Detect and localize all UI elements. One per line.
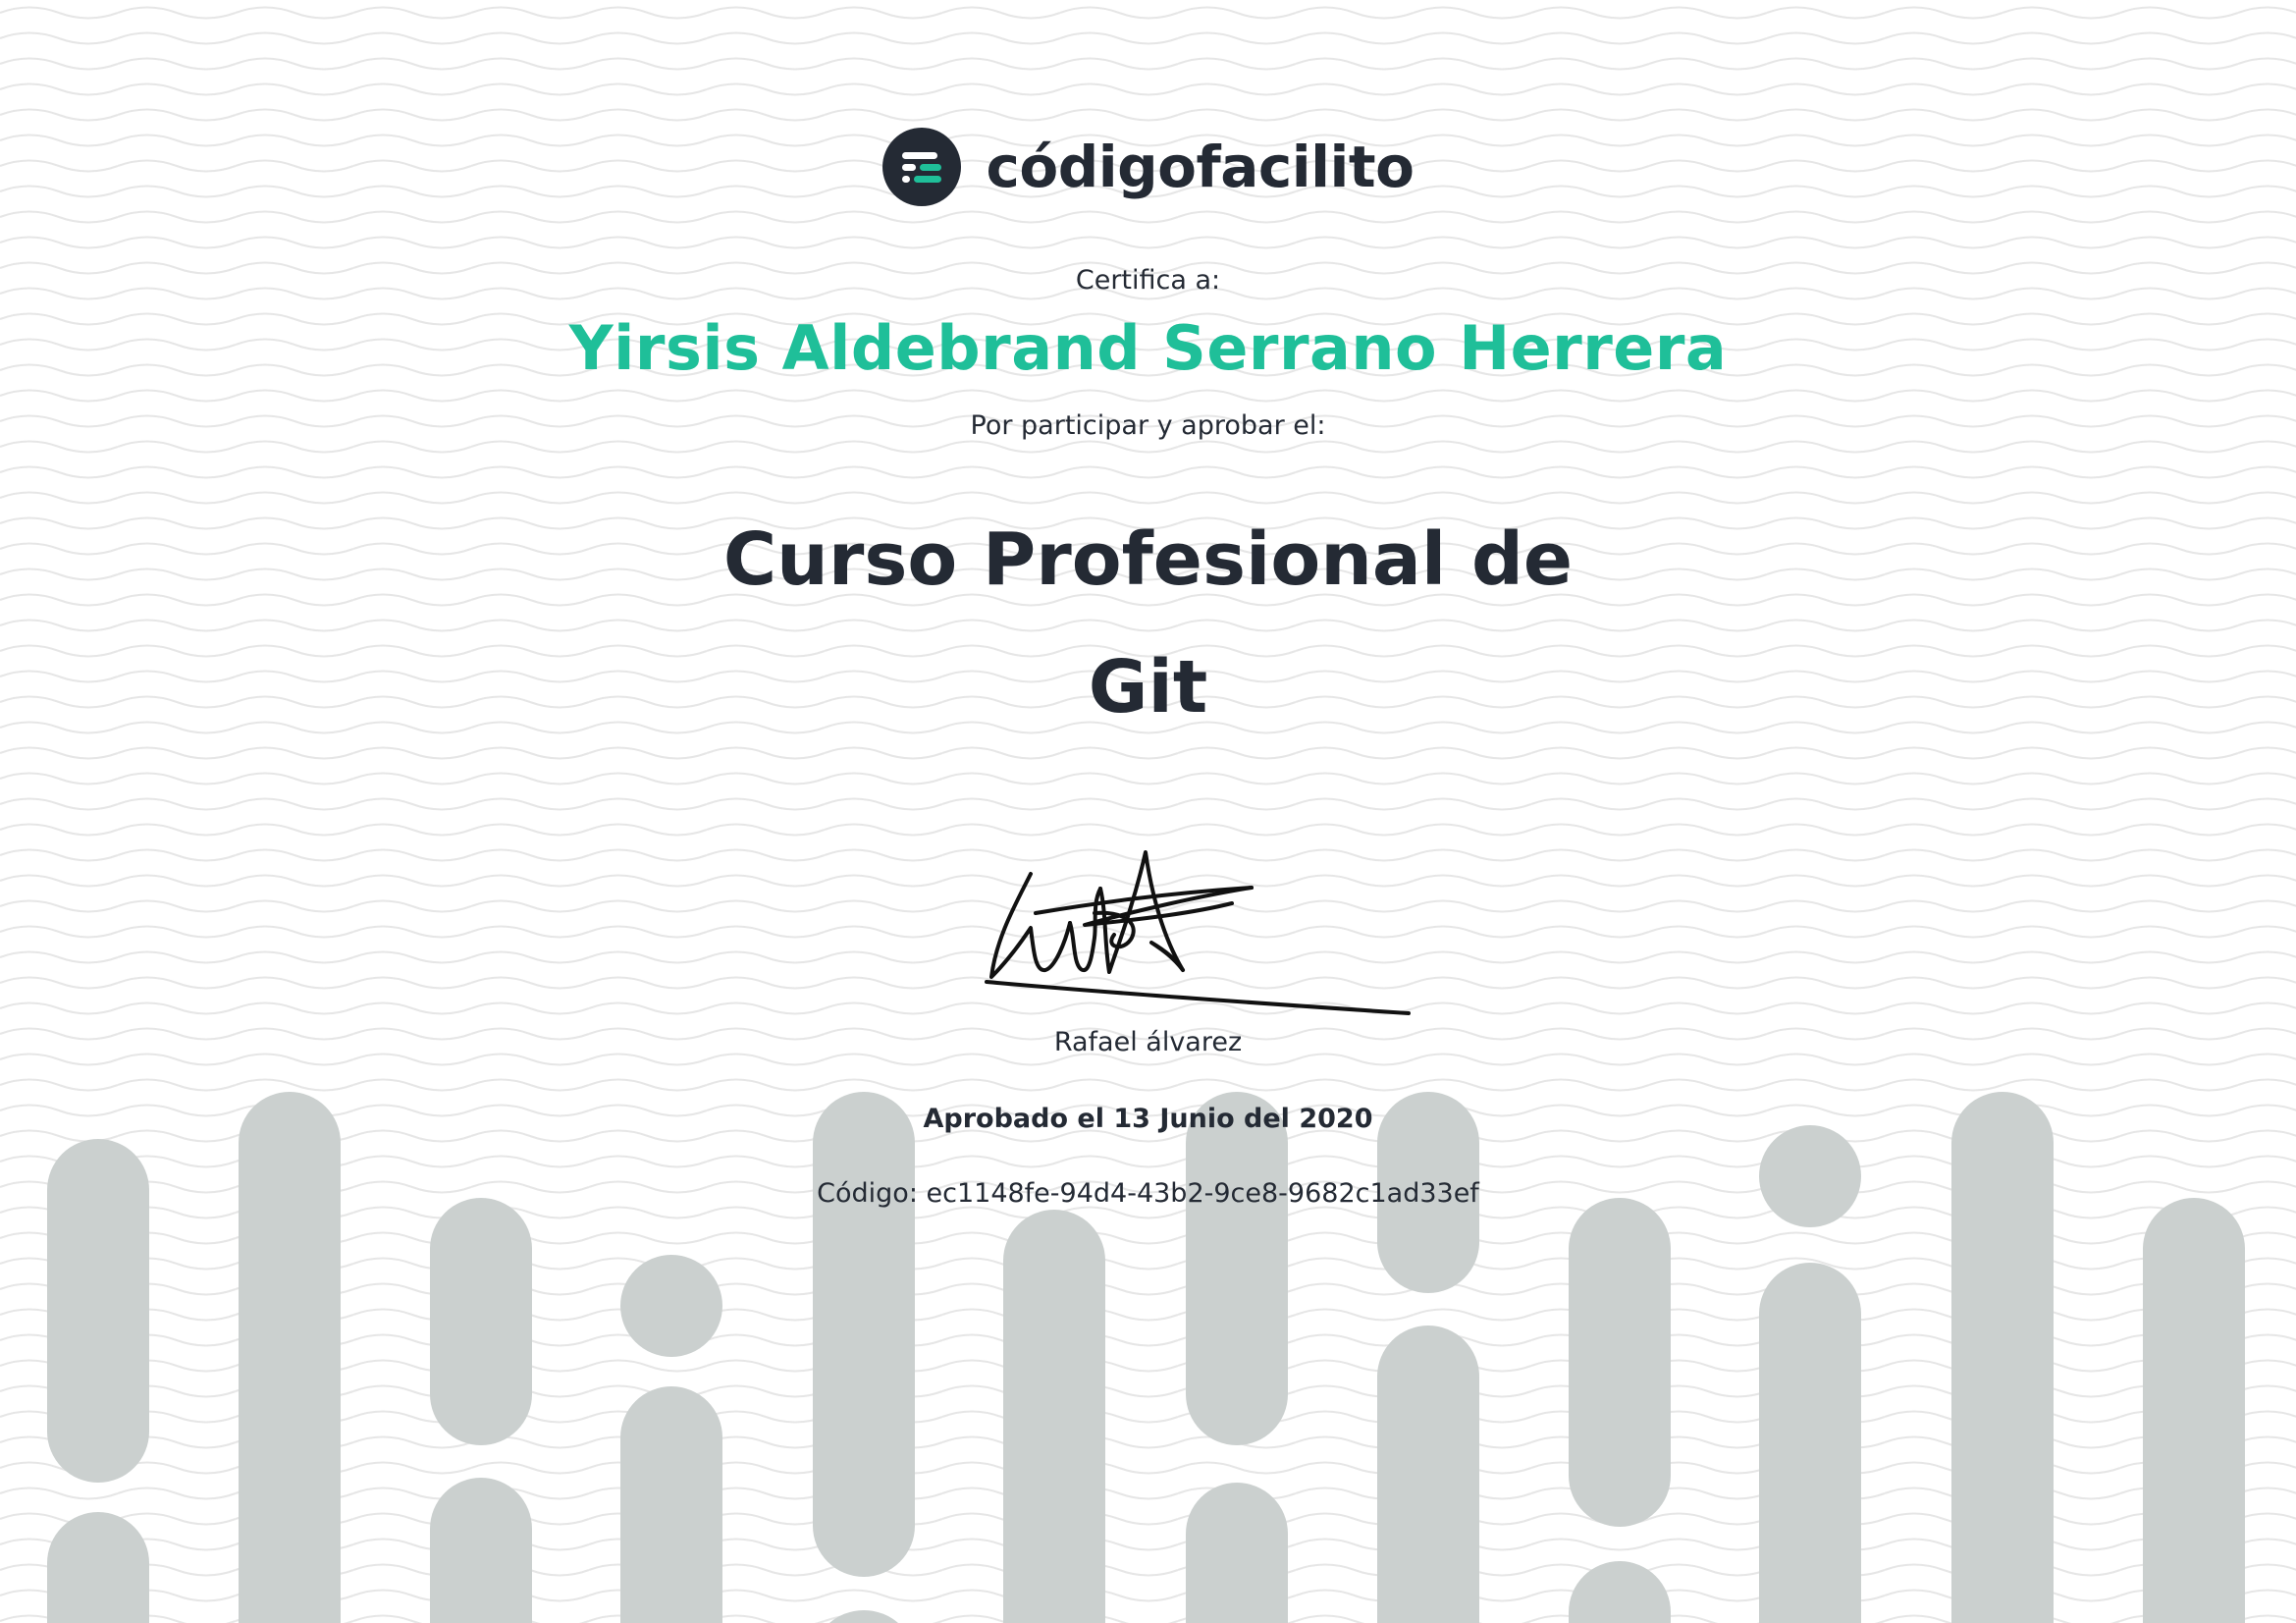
handwritten-signature (977, 844, 1418, 1021)
signer-name: Rafael álvarez (1053, 1027, 1243, 1057)
student-name: Yirsis Aldebrand Serrano Herrera (568, 312, 1728, 384)
approval-date: Aprobado el 13 Junio del 2020 (923, 1104, 1373, 1134)
course-title-line-1: Curso Profesional de (722, 517, 1574, 602)
course-title (0, 496, 2296, 751)
course-title-line-2: Git (1088, 645, 1208, 730)
participation-label: Por participar y aprobar el: (970, 410, 1326, 441)
brand-name: códigofacilito (986, 134, 1415, 200)
certificate-code: Código: ec1148fe-94d4-43b2-9ce8-9682c1ad33ef (817, 1178, 1479, 1209)
brand-logo (0, 126, 2296, 208)
certifies-label: Certifica a: (1075, 265, 1221, 296)
codigofacilito-logo-icon (882, 128, 961, 206)
